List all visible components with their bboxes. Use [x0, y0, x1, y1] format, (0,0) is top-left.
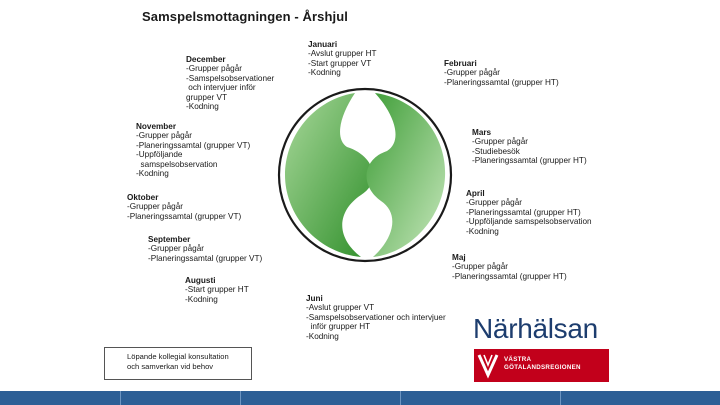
month-februari: [444, 59, 559, 87]
footer-divider: [560, 391, 561, 405]
month-activity: -Planeringssamtal (grupper VT): [127, 211, 242, 221]
month-name: Februari: [444, 59, 477, 68]
month-augusti: [185, 276, 249, 304]
month-juni: [306, 294, 446, 341]
month-december: [186, 55, 274, 111]
month-activity: -Kodning: [308, 68, 341, 78]
month-september: [148, 235, 262, 263]
vgr-logo-text: [504, 356, 581, 371]
note-line: Löpande kollegial konsultation: [127, 352, 229, 361]
month-activity: -Planeringssamtal (grupper HT): [472, 156, 587, 166]
month-activity: -Samspelsobservationer och intervjuer: [306, 312, 446, 322]
note-line: och samverkan vid behov: [127, 361, 214, 371]
vgr-logo-line: GÖTALANDSREGIONEN: [504, 363, 581, 371]
month-oktober: [127, 193, 241, 221]
month-name: Juni: [306, 294, 323, 303]
month-november: [136, 122, 250, 178]
month-activity: -Kodning: [136, 169, 169, 179]
vgr-emblem-icon: [476, 349, 502, 382]
month-activity: -Grupper pågår: [472, 137, 528, 147]
month-activity: -Kodning: [185, 294, 218, 304]
month-name: November: [136, 122, 177, 131]
month-activity: -Planeringssamtal (grupper HT): [444, 77, 559, 87]
month-activity: -Start grupper VT: [308, 58, 372, 68]
narhalsan-logo-text: Närhälsan: [473, 313, 598, 344]
month-name: Mars: [472, 128, 492, 137]
month-name: Januari: [308, 40, 338, 49]
month-name: December: [186, 55, 226, 64]
month-mars: [472, 128, 587, 166]
month-activity: -Grupper pågår: [136, 131, 192, 141]
month-name: Oktober: [127, 193, 159, 202]
month-activity: -Avslut grupper HT: [308, 49, 377, 59]
month-april: [466, 189, 592, 236]
month-activity: -Start grupper HT: [185, 285, 249, 295]
month-activity: -Planeringssamtal (grupper VT): [148, 253, 263, 263]
month-activity: -Planeringssamtal (grupper HT): [466, 207, 581, 217]
month-activity: -Planeringssamtal (grupper HT): [452, 271, 567, 281]
footer-divider: [120, 391, 121, 405]
vastra-gotalandsregionen-logo: [474, 349, 609, 382]
month-activity: och intervjuer inför: [186, 83, 256, 93]
month-name: April: [466, 189, 485, 198]
page-title: Samspelsmottagningen - Årshjul: [142, 9, 348, 24]
month-activity: -Uppföljande samspelsobservation: [466, 217, 592, 227]
month-activity: inför grupper HT: [306, 322, 371, 332]
month-name: September: [148, 235, 191, 244]
footer-divider: [240, 391, 241, 405]
month-januari: [308, 40, 377, 78]
footer-divider: [400, 391, 401, 405]
month-activity: -Kodning: [466, 226, 499, 236]
month-activity: -Grupper pågår: [444, 68, 500, 78]
month-name: Maj: [452, 253, 466, 262]
month-activity: -Samspelsobservationer: [186, 73, 275, 83]
month-activity: -Grupper pågår: [148, 244, 204, 254]
month-activity: -Uppföljande: [136, 150, 183, 160]
month-activity: -Planeringssamtal (grupper VT): [136, 140, 251, 150]
month-maj: [452, 253, 567, 281]
month-activity: -Kodning: [186, 102, 219, 112]
month-name: Augusti: [185, 276, 216, 285]
footer-bar: [0, 391, 720, 405]
month-activity: -Grupper pågår: [466, 198, 522, 208]
month-activity: -Studiebesök: [472, 146, 520, 156]
month-activity: -Grupper pågår: [127, 202, 183, 212]
consultation-note-box: [104, 347, 252, 380]
vgr-logo-line: VÄSTRA: [504, 356, 532, 363]
month-activity: -Grupper pågår: [452, 262, 508, 272]
month-activity: samspelsobservation: [136, 159, 218, 169]
month-activity: -Kodning: [306, 331, 339, 341]
month-activity: -Avslut grupper VT: [306, 303, 375, 313]
month-activity: -Grupper pågår: [186, 64, 242, 74]
month-activity: grupper VT: [186, 92, 227, 102]
year-wheel-graphic: [277, 87, 453, 263]
